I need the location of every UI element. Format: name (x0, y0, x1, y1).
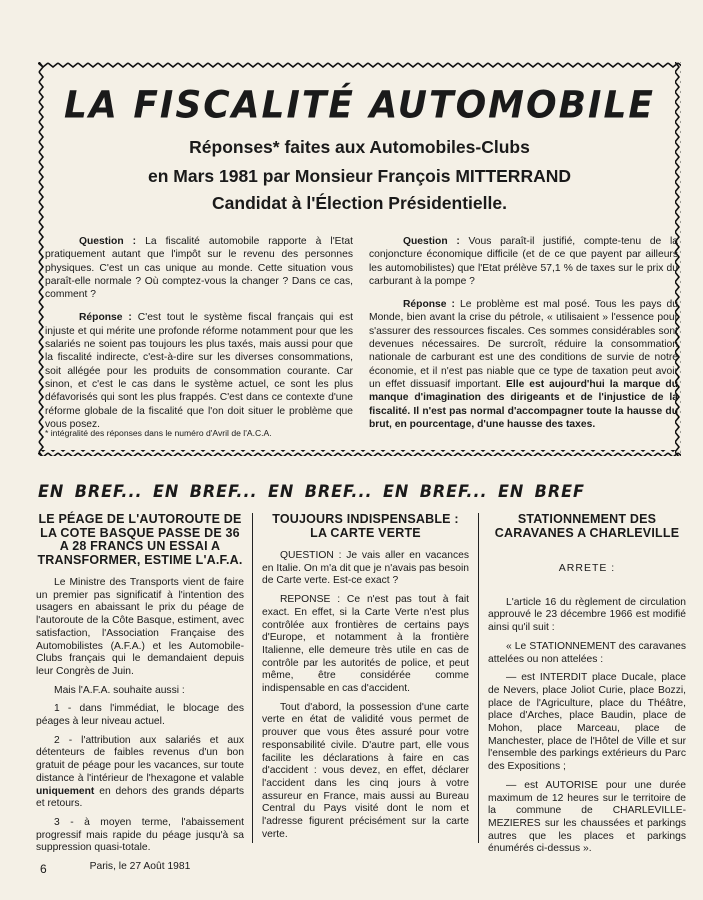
fiscalite-box (38, 62, 681, 456)
paragraph-text: en dehors des grands départs et retours. (36, 785, 244, 810)
question-text: Vous paraît-il justifié, compte-tenu de la conjoncture économique difficile (et de ce que payent par ailleurs les automobilistes) que l'Etat prélève 57,1 % de taxes sur le prix du carburant à la pompe ? (369, 236, 678, 287)
paragraph: — est AUTORISE pour une durée maximum de 12 heures sur le territoire de la commune de CHARLEVILLE-MEZIERES sur les chaussées et parkings autres que les places et parkings énumérés ci-dessus ». (488, 779, 686, 855)
emphasis-text: uniquement (36, 785, 95, 797)
en-bref-banner: EN BREF... EN BREF... EN BREF... EN BREF... EN BREF (38, 482, 585, 501)
box-right-column (369, 235, 678, 441)
answer-label: REPONSE : (280, 594, 341, 606)
subtitle-line-1: Réponses* faites aux Automobiles-Clubs (189, 137, 530, 157)
article-heading: STATIONNEMENT DES CARAVANES A CHARLEVILLE (494, 512, 680, 540)
subtitle-line-2: en Mars 1981 par Monsieur François MITTERRAND (147, 166, 572, 186)
paragraph: L'article 16 du règlement de circulation approuvé le 23 décembre 1966 est modifié ainsi qu'il suit : (488, 596, 686, 634)
article-caravanes (488, 513, 686, 862)
article-body (36, 577, 244, 874)
paragraph: 1 - dans l'immédiat, le blocage des péages à leur niveau actuel. (36, 703, 244, 728)
article-title: LA FISCALITÉ AUTOMOBILE (64, 83, 655, 128)
paragraph: — est INTERDIT place Ducale, place de Nevers, place Joliot Curie, place Bozzi, place de l'Agriculture, place du Théâtre, place d'Arches, place Baudin, place de Mohon, place Marceau, place de Manchester, place de l'Hôtel de Ville et sur l'ensemble des parkings extérieurs du Parc des Expositions ; (488, 672, 686, 773)
subtitle-line-3: Candidat à l'Élection Présidentielle. (212, 193, 507, 213)
answer-label: Réponse : (403, 299, 455, 311)
article-heading: LE PÉAGE DE L'AUTOROUTE DE LA COTE BASQUE PASSE DE 36 A 28 FRANCS UN ESSAI A TRANSFORMER, ESTIME L'A.F.A. (37, 512, 243, 567)
paragraph: Le Ministre des Transports vient de faire un premier pas significatif à l'intention des usagers en abaissant le prix du péage de l'autoroute de la Côte Basque, estiment, avec satisfaction, l'Association Française des Automobilistes (A.F.A.) et les Automobile-Clubs français qui le demandaient depuis leur Congrès de Juin. (36, 577, 244, 677)
article-body (262, 550, 469, 841)
dateline: Paris, le 27 Août 1981 (89, 861, 191, 873)
paragraph: 3 - à moyen terme, l'abaissement progressif mais rapide du péage jusqu'à sa suppression quasi-totale. (36, 816, 244, 854)
answer-text: Ce n'est pas tout à fait exact. En effet, si la Carte Verte n'est plus contrôlée aux frontières de certains pays d'Europe, et notamment à la frontière Italienne, elle demeure très utile en cas de contrôle par les autorités de police, et peut même, être considérée comme indispensable en cas d'accident. (262, 594, 470, 695)
paragraph: « Le STATIONNEMENT des caravanes attelées ou non attelées : (488, 640, 686, 665)
question-paragraph (262, 550, 469, 588)
box-left-column (45, 235, 353, 441)
article-heading: TOUJOURS INDISPENSABLE : LA CARTE VERTE (272, 512, 459, 540)
question-paragraph (45, 235, 353, 301)
question-text: Je vais aller en vacances en Italie. On m'a dit que je n'avais pas besoin de Carte verte. Est-ce exact ? (262, 550, 470, 587)
article-carte-verte (262, 513, 469, 847)
question-label: QUESTION : (280, 550, 342, 561)
question-label: Question : (79, 236, 137, 247)
paragraph-text: 2 - l'attribution aux salariés et aux détenteurs de faibles revenus d'un bon gratuit de péage pour les vacances, sur toute distance à l'intérieur de l'hexagone et valable (36, 734, 244, 784)
answer-paragraph (262, 594, 469, 696)
answer-paragraph (45, 311, 353, 431)
question-label: Question : (403, 236, 460, 247)
footnote: * intégralité des réponses dans le numéro d'Avril de l'A.C.A. (45, 428, 272, 438)
column-divider (252, 513, 253, 843)
answer-text: Le problème est mal posé. Tous les pays du Monde, bien avant la crise du pétrole, « utilisaient » l'essence pour s'assurer des ressources fiscales. Ces sommes considérables sont devenues nécessaires. De surcroît, réduire la consommation nationale de carburant est une des conditions de survie de notre économie, et il n'est pas niable que ce type de taxation peut avoir un effet dissuasif important. (369, 299, 679, 390)
page-number: 6 (40, 862, 47, 876)
arrete-label: ARRETE : (558, 562, 616, 574)
paragraph: Tout d'abord, la possession d'une carte verte en état de validité vous permet de prouver que vous êtes assuré pour votre responsabilité civile. D'autre part, elle vous facilite les déclarations à faire en cas d'accident : vous devez, en effet, déclarer l'accident dans les cinq jours à votre assureur en France, mais aussi au Bureau Central du Pays visité dont le nom et l'adresse figurent précisément sur la carte verte. (262, 701, 469, 840)
article-body (488, 562, 686, 856)
answer-paragraph (369, 298, 678, 431)
question-text: La fiscalité automobile rapporte à l'Etat pratiquement autant que l'impôt sur le revenu des personnes physiques. C'est un cas unique au monde. Cette situation vous paraît-elle normale ? Où comptez-vous la changer ? Dans ce cas, comment ? (45, 236, 353, 301)
column-divider (478, 513, 479, 843)
answer-text: C'est tout le système fiscal français qui est injuste et qui mérite une profonde réforme notamment pour que les salariés ne soient pas toujours les plus taxés, mais aussi pour que la fiscalité indirecte, c'est-à-dire sur les diverses consommations, soit allégée pour les produits de consommation courante. Car sinon, et c'est le cas dans le système actuel, ce sont les plus défavorisés qui sont les plus frappés. C'est dans ce contexte d'une réforme globale de la fiscalité que l'on doit situer le problème que vous posez. (45, 312, 353, 430)
question-paragraph (369, 235, 678, 288)
article-peage (36, 513, 244, 880)
paragraph: Mais l'A.F.A. souhaite aussi : (54, 684, 185, 696)
answer-bold-text: Elle est aujourd'hui la marque du manque d'imagination des dirigeants et de l'injustice de la fiscalité. Il n'est pas normal d'accompagner toute la hausse du brut, en pourcentage, d'une hausse des taxes. (369, 378, 679, 430)
answer-label: Réponse : (79, 312, 132, 324)
paragraph (36, 735, 244, 811)
